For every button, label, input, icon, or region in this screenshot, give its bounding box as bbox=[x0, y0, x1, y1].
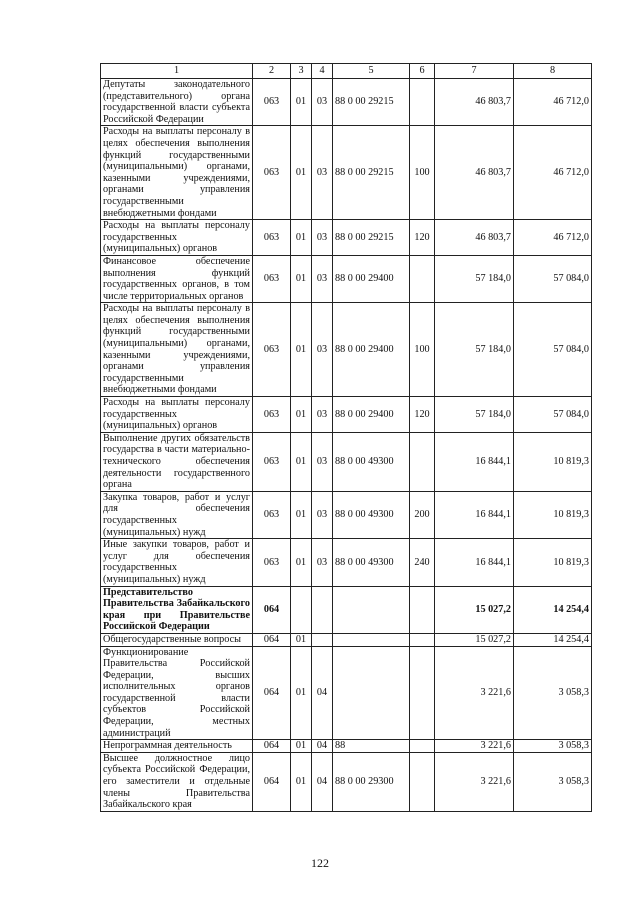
amount-year1-cell: 57 184,0 bbox=[435, 303, 514, 397]
amount-year2-cell: 10 819,3 bbox=[514, 432, 592, 491]
section-code-cell: 01 bbox=[291, 740, 312, 753]
target-article-cell bbox=[333, 646, 410, 740]
expense-type-cell bbox=[410, 586, 435, 633]
expense-type-cell: 120 bbox=[410, 220, 435, 256]
section-code-cell: 01 bbox=[291, 752, 312, 811]
amount-year1-cell: 57 184,0 bbox=[435, 255, 514, 302]
amount-year1-cell: 16 844,1 bbox=[435, 432, 514, 491]
section-code-cell bbox=[291, 586, 312, 633]
expense-type-cell bbox=[410, 255, 435, 302]
table-row bbox=[101, 740, 592, 753]
ministry-code-cell: 064 bbox=[253, 586, 291, 633]
expense-type-cell bbox=[410, 79, 435, 126]
table-row bbox=[101, 539, 592, 586]
amount-year1-cell: 3 221,6 bbox=[435, 752, 514, 811]
section-code-cell: 01 bbox=[291, 79, 312, 126]
amount-year2-cell: 46 712,0 bbox=[514, 79, 592, 126]
amount-year2-cell: 46 712,0 bbox=[514, 220, 592, 256]
ministry-code-cell: 064 bbox=[253, 633, 291, 646]
expense-name-cell: Расходы на выплаты персоналу в целях обеспечения выполнения функций государственными (муниципальными) органами, казенными учреждениями, органами управления государственными внебюджетными фондами bbox=[101, 126, 253, 220]
amount-year2-cell: 10 819,3 bbox=[514, 491, 592, 538]
table-row bbox=[101, 432, 592, 491]
expense-type-cell: 120 bbox=[410, 397, 435, 433]
target-article-cell bbox=[333, 586, 410, 633]
expense-name-cell: Закупка товаров, работ и услуг для обеспечения государственных (муниципальных) нужд bbox=[101, 491, 253, 538]
section-code-cell: 01 bbox=[291, 397, 312, 433]
amount-year1-cell: 15 027,2 bbox=[435, 586, 514, 633]
expense-type-cell: 100 bbox=[410, 303, 435, 397]
target-article-cell: 88 0 00 49300 bbox=[333, 432, 410, 491]
subsection-code-cell bbox=[312, 633, 333, 646]
amount-year2-cell: 3 058,3 bbox=[514, 740, 592, 753]
subsection-code-cell: 03 bbox=[312, 220, 333, 256]
amount-year2-cell: 57 084,0 bbox=[514, 255, 592, 302]
expense-type-cell bbox=[410, 646, 435, 740]
ministry-code-cell: 064 bbox=[253, 740, 291, 753]
expense-name-cell: Иные закупки товаров, работ и услуг для обеспечения государственных (муниципальных) нужд bbox=[101, 539, 253, 586]
expense-type-cell: 200 bbox=[410, 491, 435, 538]
page-number: 122 bbox=[311, 856, 329, 870]
amount-year1-cell: 16 844,1 bbox=[435, 491, 514, 538]
section-code-cell: 01 bbox=[291, 303, 312, 397]
ministry-code-cell: 063 bbox=[253, 79, 291, 126]
ministry-code-cell: 064 bbox=[253, 646, 291, 740]
section-code-cell: 01 bbox=[291, 633, 312, 646]
amount-year2-cell: 10 819,3 bbox=[514, 539, 592, 586]
ministry-code-cell: 063 bbox=[253, 255, 291, 302]
amount-year1-cell: 15 027,2 bbox=[435, 633, 514, 646]
expense-name-cell: Представительство Правительства Забайкальского края при Правительстве Российской Федерации bbox=[101, 586, 253, 633]
expense-name-cell: Расходы на выплаты персоналу государственных (муниципальных) органов bbox=[101, 397, 253, 433]
section-code-cell: 01 bbox=[291, 255, 312, 302]
expense-name-cell: Выполнение других обязательств государства в части материально-технического обеспечения деятельности государственного органа bbox=[101, 432, 253, 491]
amount-year1-cell: 16 844,1 bbox=[435, 539, 514, 586]
ministry-code-cell: 063 bbox=[253, 491, 291, 538]
ministry-code-cell: 063 bbox=[253, 539, 291, 586]
section-code-cell: 01 bbox=[291, 646, 312, 740]
amount-year1-cell: 46 803,7 bbox=[435, 79, 514, 126]
amount-year1-cell: 57 184,0 bbox=[435, 397, 514, 433]
table-row bbox=[101, 255, 592, 302]
expense-type-cell bbox=[410, 633, 435, 646]
amount-year2-cell: 14 254,4 bbox=[514, 586, 592, 633]
header-cell-6: 6 bbox=[410, 64, 435, 79]
amount-year2-cell: 3 058,3 bbox=[514, 646, 592, 740]
target-article-cell: 88 bbox=[333, 740, 410, 753]
amount-year2-cell: 46 712,0 bbox=[514, 126, 592, 220]
subsection-code-cell: 04 bbox=[312, 752, 333, 811]
amount-year1-cell: 3 221,6 bbox=[435, 740, 514, 753]
ministry-code-cell: 063 bbox=[253, 126, 291, 220]
header-cell-7: 7 bbox=[435, 64, 514, 79]
target-article-cell: 88 0 00 49300 bbox=[333, 539, 410, 586]
table-row bbox=[101, 633, 592, 646]
table-row bbox=[101, 79, 592, 126]
expense-type-cell bbox=[410, 740, 435, 753]
amount-year1-cell: 3 221,6 bbox=[435, 646, 514, 740]
table-header bbox=[101, 64, 592, 79]
expense-type-cell: 240 bbox=[410, 539, 435, 586]
ministry-code-cell: 063 bbox=[253, 220, 291, 256]
amount-year2-cell: 3 058,3 bbox=[514, 752, 592, 811]
expense-name-cell: Расходы на выплаты персоналу государственных (муниципальных) органов bbox=[101, 220, 253, 256]
budget-table bbox=[100, 63, 592, 812]
target-article-cell: 88 0 00 29400 bbox=[333, 303, 410, 397]
expense-type-cell bbox=[410, 752, 435, 811]
section-code-cell: 01 bbox=[291, 220, 312, 256]
header-cell-2: 2 bbox=[253, 64, 291, 79]
subsection-code-cell: 03 bbox=[312, 79, 333, 126]
section-code-cell: 01 bbox=[291, 491, 312, 538]
amount-year2-cell: 57 084,0 bbox=[514, 397, 592, 433]
subsection-code-cell: 03 bbox=[312, 432, 333, 491]
table-row bbox=[101, 303, 592, 397]
target-article-cell: 88 0 00 29400 bbox=[333, 255, 410, 302]
table-body bbox=[101, 79, 592, 812]
expense-type-cell: 100 bbox=[410, 126, 435, 220]
target-article-cell: 88 0 00 49300 bbox=[333, 491, 410, 538]
header-cell-3: 3 bbox=[291, 64, 312, 79]
target-article-cell: 88 0 00 29300 bbox=[333, 752, 410, 811]
table-row bbox=[101, 586, 592, 633]
subsection-code-cell: 04 bbox=[312, 646, 333, 740]
amount-year2-cell: 57 084,0 bbox=[514, 303, 592, 397]
target-article-cell: 88 0 00 29215 bbox=[333, 220, 410, 256]
table-row bbox=[101, 397, 592, 433]
target-article-cell: 88 0 00 29215 bbox=[333, 126, 410, 220]
subsection-code-cell: 03 bbox=[312, 397, 333, 433]
expense-name-cell: Непрограммная деятельность bbox=[101, 740, 253, 753]
ministry-code-cell: 063 bbox=[253, 397, 291, 433]
amount-year1-cell: 46 803,7 bbox=[435, 220, 514, 256]
subsection-code-cell: 03 bbox=[312, 126, 333, 220]
section-code-cell: 01 bbox=[291, 539, 312, 586]
subsection-code-cell: 03 bbox=[312, 491, 333, 538]
expense-name-cell: Финансовое обеспечение выполнения функций государственных органов, в том числе территориальных органов bbox=[101, 255, 253, 302]
amount-year1-cell: 46 803,7 bbox=[435, 126, 514, 220]
expense-type-cell bbox=[410, 432, 435, 491]
subsection-code-cell: 03 bbox=[312, 303, 333, 397]
ministry-code-cell: 063 bbox=[253, 303, 291, 397]
ministry-code-cell: 064 bbox=[253, 752, 291, 811]
subsection-code-cell bbox=[312, 586, 333, 633]
table-row bbox=[101, 491, 592, 538]
target-article-cell: 88 0 00 29400 bbox=[333, 397, 410, 433]
header-cell-5: 5 bbox=[333, 64, 410, 79]
ministry-code-cell: 063 bbox=[253, 432, 291, 491]
subsection-code-cell: 03 bbox=[312, 539, 333, 586]
target-article-cell bbox=[333, 633, 410, 646]
expense-name-cell: Высшее должностное лицо субъекта Российской Федерации, его заместители и отдельные члены Правительства Забайкальского края bbox=[101, 752, 253, 811]
header-cell-4: 4 bbox=[312, 64, 333, 79]
table-row bbox=[101, 752, 592, 811]
header-row bbox=[101, 64, 592, 79]
expense-name-cell: Депутаты законодательного (представительного) органа государственной власти субъекта Российской Федерации bbox=[101, 79, 253, 126]
table-row bbox=[101, 126, 592, 220]
subsection-code-cell: 03 bbox=[312, 255, 333, 302]
header-cell-8: 8 bbox=[514, 64, 592, 79]
section-code-cell: 01 bbox=[291, 126, 312, 220]
table-row bbox=[101, 646, 592, 740]
header-cell-1: 1 bbox=[101, 64, 253, 79]
target-article-cell: 88 0 00 29215 bbox=[333, 79, 410, 126]
table-row bbox=[101, 220, 592, 256]
expense-name-cell: Общегосударственные вопросы bbox=[101, 633, 253, 646]
expense-name-cell: Функционирование Правительства Российской Федерации, высших исполнительных органов государственной власти субъектов Российской Федерации, местных администраций bbox=[101, 646, 253, 740]
section-code-cell: 01 bbox=[291, 432, 312, 491]
amount-year2-cell: 14 254,4 bbox=[514, 633, 592, 646]
subsection-code-cell: 04 bbox=[312, 740, 333, 753]
expense-name-cell: Расходы на выплаты персоналу в целях обеспечения выполнения функций государственными (муниципальными) органами, казенными учреждениями, органами управления государственными внебюджетными фондами bbox=[101, 303, 253, 397]
